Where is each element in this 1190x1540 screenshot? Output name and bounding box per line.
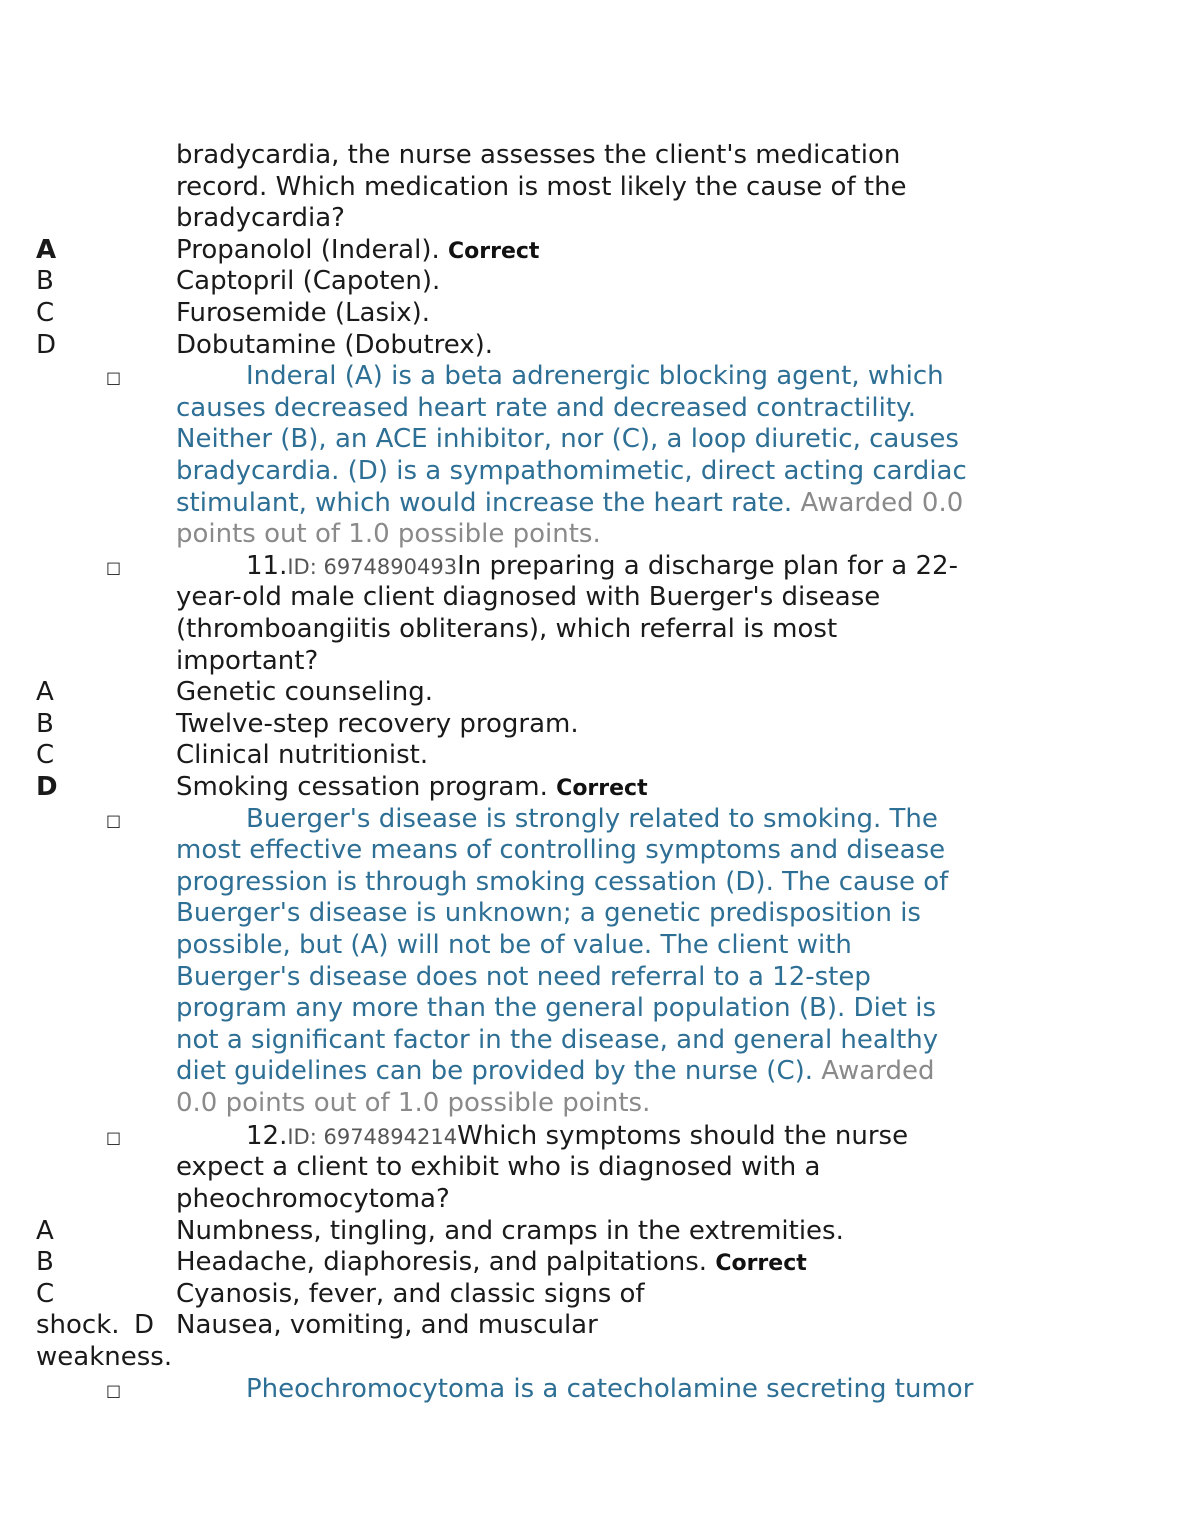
q10-option-c-text: Furosemide (Lasix). [176,298,431,328]
q12-stem-line-3: pheochromocytoma? [176,1184,450,1214]
q10-stem-line-2: record. Which medication is most likely the cause of the [176,171,907,202]
q10-option-b-text: Captopril (Capoten). [176,266,441,297]
correct-tag: Correct [715,1251,807,1277]
q11-option-b-text: Twelve-step recovery program. [176,708,579,739]
q10-option-a [176,235,539,268]
q11-option-a-text: Genetic counseling. [176,677,433,708]
q11-option-a-letter: A [36,677,54,708]
q10-option-c-letter: C [36,298,55,328]
q10-option-d-letter: D [36,329,57,360]
q10-option-d-text: Dobutamine (Dobutrex). [176,329,494,360]
q10-stem-line-3: bradycardia? [176,203,345,234]
q11-rationale-line-4: Buerger's disease is unknown; a genetic predisposition is [176,898,921,929]
q12-option-c-text: Cyanosis, fever, and classic signs of [176,1278,645,1309]
q11-id: ID: 6974890493 [287,554,458,579]
q11-stem-line-2: year-old male client diagnosed with Buerger's disease [176,582,881,613]
q11-option-d [176,772,648,805]
correct-tag: Correct [448,238,540,264]
q12-rationale-line-1: Pheochromocytoma is a catecholamine secreting tumor [246,1373,974,1404]
q12-stem-line-2: expect a client to exhibit who is diagnosed with a [176,1152,821,1183]
q10-rationale-line-1: Inderal (A) is a beta adrenergic blocking agent, which [246,361,944,392]
q12-option-c-letter: C [36,1278,55,1309]
q10-awarded: Awarded 0.0 [800,487,964,518]
q11-rationale-line-1: Buerger's disease is strongly related to smoking. The [246,803,938,834]
q11-option-c-letter: C [36,740,55,771]
q10-rationale-line-5 [176,488,963,520]
q10-rationale-line-4: bradycardia. (D) is a sympathomimetic, direct acting cardiac [176,456,967,486]
q12-option-b [176,1247,807,1280]
bullet-icon: □ [106,558,122,577]
q12-option-b-text: Headache, diaphoresis, and palpitations. [176,1247,708,1278]
correct-tag: Correct [556,776,648,801]
q11-rationale-line-3: progression is through smoking cessation (D). The cause of [176,866,949,897]
q10-option-a-text: Propanolol (Inderal). [176,234,440,265]
q12-option-d-letter: D [134,1310,155,1341]
q10-option-a-letter: A [36,234,57,265]
q12-option-c-wrap: shock. [36,1310,120,1341]
q11-rationale-text: diet guidelines can be provided by the nurse (C). [176,1056,814,1087]
q11-rationale-line-5: possible, but (A) will not be of value. The client with [176,930,852,960]
bullet-icon: □ [106,1381,122,1400]
q11-number: 11. [246,550,288,581]
q12-id: ID: 6974894214 [287,1124,458,1149]
q11-option-b-letter: B [36,708,54,739]
q12-stem-line-1 [246,1121,908,1154]
q11-rationale-line-6: Buerger's disease does not need referral to a 12-step [176,961,871,992]
q12-stem-first: Which symptoms should the nurse [457,1120,909,1151]
q11-rationale-line-2: most effective means of controlling symptoms and disease [176,835,946,866]
q10-option-b-letter: B [36,266,54,297]
q12-option-b-letter: B [36,1247,54,1278]
q11-option-d-letter: D [36,772,58,802]
bullet-icon: □ [106,1128,122,1147]
q11-stem-first: In preparing a discharge plan for a 22- [457,550,958,581]
q11-option-d-text: Smoking cessation program. [176,772,548,802]
bullet-icon: □ [106,368,122,387]
q12-option-a-text: Numbness, tingling, and cramps in the extremities. [176,1215,844,1246]
q11-rationale-line-8: not a significant factor in the disease, and general healthy [176,1024,939,1055]
q12-number: 12. [246,1120,288,1151]
q11-awarded: Awarded [821,1056,935,1087]
q10-stem-line-1: bradycardia, the nurse assesses the client's medication [176,140,901,170]
q11-rationale-line-7: program any more than the general population (B). Diet is [176,993,937,1024]
q12-option-a-letter: A [36,1215,54,1246]
q11-rationale-line-9 [176,1056,934,1088]
q11-stem-line-1 [246,551,958,584]
q11-awarded-line-2: 0.0 points out of 1.0 possible points. [176,1088,651,1118]
q12-option-d-text: Nausea, vomiting, and muscular [176,1310,598,1341]
q12-option-d-wrap: weakness. [36,1342,173,1372]
q10-rationale-line-2: causes decreased heart rate and decreased contractility. [176,392,916,423]
q11-option-c-text: Clinical nutritionist. [176,740,429,771]
q11-stem-line-3: (thromboangiitis obliterans), which referral is most [176,614,838,644]
q10-rationale-text: stimulant, which would increase the heart rate. [176,487,793,518]
q11-stem-line-4: important? [176,645,319,676]
q10-rationale-line-3: Neither (B), an ACE inhibitor, nor (C), a loop diuretic, causes [176,424,959,455]
bullet-icon: □ [106,811,122,830]
q10-awarded-line-2: points out of 1.0 possible points. [176,519,601,550]
